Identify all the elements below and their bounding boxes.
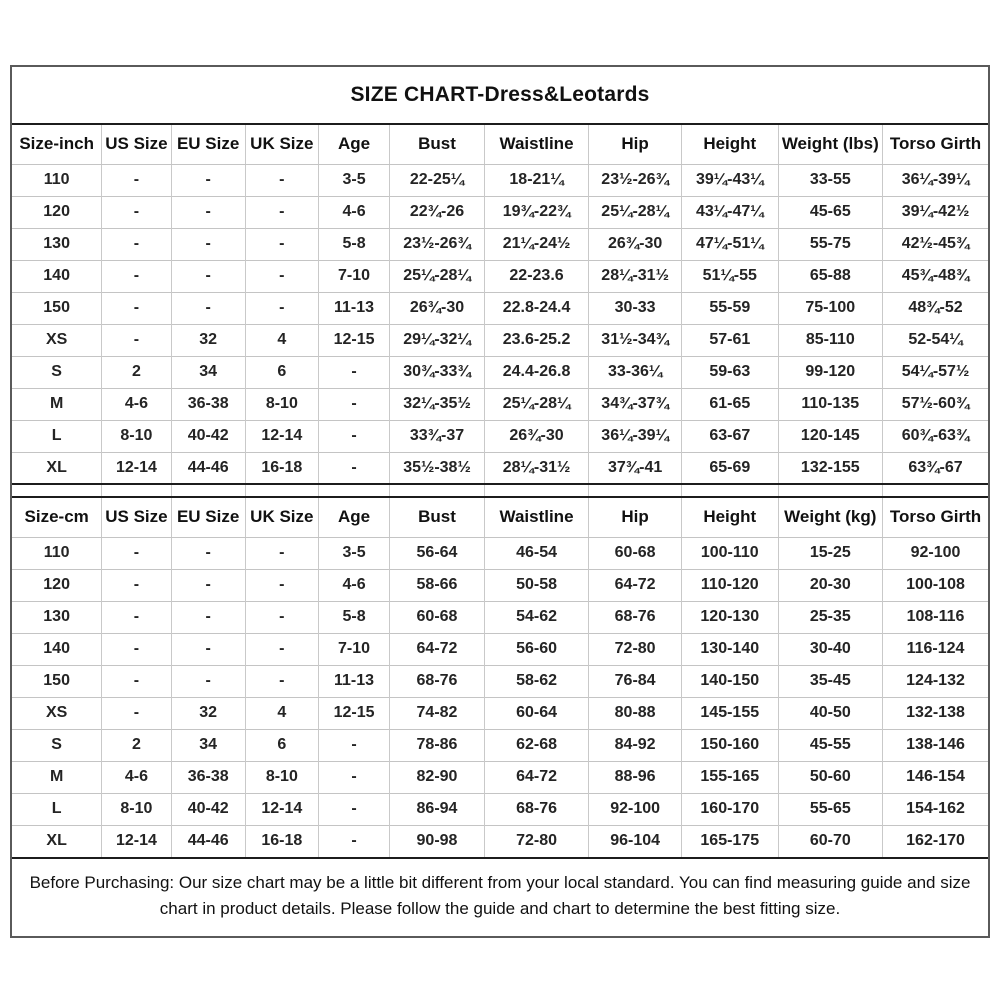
- size-label-cell: 140: [12, 633, 102, 665]
- value-cell: 78-86: [390, 729, 485, 761]
- table-row: [12, 537, 988, 569]
- size-label-cell: 150: [12, 665, 102, 697]
- value-cell: 124-132: [883, 665, 989, 697]
- value-cell: 145-155: [681, 697, 778, 729]
- value-cell: -: [318, 793, 389, 825]
- table-divider-section: [12, 484, 988, 497]
- value-cell: 40-42: [171, 793, 245, 825]
- value-cell: 165-175: [681, 825, 778, 857]
- value-cell: 15-25: [778, 537, 882, 569]
- value-cell: -: [171, 196, 245, 228]
- value-cell: 60¾-63¾: [883, 420, 989, 452]
- divider-cell: [171, 484, 245, 497]
- table-row: [12, 601, 988, 633]
- value-cell: -: [245, 228, 318, 260]
- value-cell: 56-64: [390, 537, 485, 569]
- column-header: Height: [681, 497, 778, 537]
- value-cell: -: [102, 292, 171, 324]
- value-cell: 34¾-37¾: [589, 388, 682, 420]
- column-header: Torso Girth: [883, 124, 989, 164]
- value-cell: 37¾-41: [589, 452, 682, 484]
- value-cell: 42½-45¾: [883, 228, 989, 260]
- value-cell: 162-170: [883, 825, 989, 857]
- value-cell: -: [171, 537, 245, 569]
- column-header: Age: [318, 124, 389, 164]
- value-cell: 138-146: [883, 729, 989, 761]
- size-label-cell: M: [12, 761, 102, 793]
- value-cell: 96-104: [589, 825, 682, 857]
- value-cell: -: [102, 569, 171, 601]
- table-row: [12, 452, 988, 484]
- value-cell: 33¾-37: [390, 420, 485, 452]
- value-cell: -: [318, 420, 389, 452]
- table-row: [12, 196, 988, 228]
- value-cell: -: [245, 665, 318, 697]
- table-row: [12, 164, 988, 196]
- table-row: [12, 697, 988, 729]
- value-cell: 4-6: [102, 388, 171, 420]
- value-cell: 30-40: [778, 633, 882, 665]
- value-cell: 4: [245, 324, 318, 356]
- value-cell: 25¼-28¼: [390, 260, 485, 292]
- column-header: Weight (kg): [778, 497, 882, 537]
- chart-title: SIZE CHART-Dress&Leotards: [350, 83, 650, 106]
- column-header: Hip: [589, 497, 682, 537]
- value-cell: 52-54¼: [883, 324, 989, 356]
- value-cell: 36¼-39¼: [883, 164, 989, 196]
- value-cell: 3-5: [318, 164, 389, 196]
- size-label-cell: 150: [12, 292, 102, 324]
- value-cell: -: [171, 260, 245, 292]
- divider-cell: [102, 484, 171, 497]
- value-cell: 3-5: [318, 537, 389, 569]
- value-cell: 2: [102, 729, 171, 761]
- table-row: [12, 228, 988, 260]
- value-cell: 28¼-31½: [589, 260, 682, 292]
- value-cell: 32: [171, 324, 245, 356]
- value-cell: -: [318, 452, 389, 484]
- value-cell: 64-72: [589, 569, 682, 601]
- value-cell: 85-110: [778, 324, 882, 356]
- size-label-cell: S: [12, 356, 102, 388]
- value-cell: 2: [102, 356, 171, 388]
- value-cell: 12-14: [245, 420, 318, 452]
- value-cell: 25¼-28¼: [484, 388, 588, 420]
- value-cell: 6: [245, 729, 318, 761]
- cm-header-row: [12, 497, 988, 537]
- column-header: Waistline: [484, 124, 588, 164]
- column-header: EU Size: [171, 124, 245, 164]
- value-cell: 12-14: [102, 452, 171, 484]
- value-cell: -: [171, 601, 245, 633]
- value-cell: 33-36¼: [589, 356, 682, 388]
- table-row: [12, 356, 988, 388]
- value-cell: 55-75: [778, 228, 882, 260]
- value-cell: 76-84: [589, 665, 682, 697]
- value-cell: -: [171, 569, 245, 601]
- value-cell: -: [318, 825, 389, 857]
- value-cell: 160-170: [681, 793, 778, 825]
- value-cell: 57-61: [681, 324, 778, 356]
- value-cell: 64-72: [484, 761, 588, 793]
- value-cell: 116-124: [883, 633, 989, 665]
- divider-cell: [390, 484, 485, 497]
- value-cell: 23½-26¾: [589, 164, 682, 196]
- value-cell: 68-76: [484, 793, 588, 825]
- inch-header-row: [12, 124, 988, 164]
- value-cell: 60-68: [589, 537, 682, 569]
- value-cell: -: [245, 164, 318, 196]
- value-cell: -: [318, 388, 389, 420]
- value-cell: -: [171, 633, 245, 665]
- value-cell: 12-14: [102, 825, 171, 857]
- value-cell: -: [102, 665, 171, 697]
- divider-cell: [318, 484, 389, 497]
- table-row: [12, 420, 988, 452]
- column-header: US Size: [102, 497, 171, 537]
- value-cell: 75-100: [778, 292, 882, 324]
- value-cell: 60-64: [484, 697, 588, 729]
- value-cell: 7-10: [318, 260, 389, 292]
- value-cell: 108-116: [883, 601, 989, 633]
- value-cell: 64-72: [390, 633, 485, 665]
- value-cell: 35-45: [778, 665, 882, 697]
- table-row: [12, 569, 988, 601]
- value-cell: 63-67: [681, 420, 778, 452]
- value-cell: 48¾-52: [883, 292, 989, 324]
- value-cell: -: [102, 260, 171, 292]
- value-cell: 12-14: [245, 793, 318, 825]
- value-cell: 45¾-48¾: [883, 260, 989, 292]
- value-cell: 130-140: [681, 633, 778, 665]
- value-cell: 51¼-55: [681, 260, 778, 292]
- value-cell: 22-23.6: [484, 260, 588, 292]
- size-table: [12, 123, 988, 857]
- column-header: UK Size: [245, 497, 318, 537]
- value-cell: 22.8-24.4: [484, 292, 588, 324]
- value-cell: 100-108: [883, 569, 989, 601]
- value-cell: 120-130: [681, 601, 778, 633]
- value-cell: 132-138: [883, 697, 989, 729]
- value-cell: 45-65: [778, 196, 882, 228]
- table-row: [12, 633, 988, 665]
- size-label-cell: S: [12, 729, 102, 761]
- value-cell: 82-90: [390, 761, 485, 793]
- table-row: [12, 324, 988, 356]
- value-cell: 34: [171, 356, 245, 388]
- table-row: [12, 260, 988, 292]
- value-cell: 65-69: [681, 452, 778, 484]
- size-label-cell: XL: [12, 452, 102, 484]
- divider-cell: [681, 484, 778, 497]
- value-cell: -: [245, 569, 318, 601]
- value-cell: 54-62: [484, 601, 588, 633]
- divider-cell: [245, 484, 318, 497]
- column-header: Size-cm: [12, 497, 102, 537]
- value-cell: 154-162: [883, 793, 989, 825]
- value-cell: 58-62: [484, 665, 588, 697]
- value-cell: 44-46: [171, 452, 245, 484]
- value-cell: 92-100: [883, 537, 989, 569]
- column-header: US Size: [102, 124, 171, 164]
- value-cell: 68-76: [589, 601, 682, 633]
- value-cell: -: [318, 729, 389, 761]
- value-cell: 25¼-28¼: [589, 196, 682, 228]
- column-header: Hip: [589, 124, 682, 164]
- size-label-cell: XL: [12, 825, 102, 857]
- table-row: [12, 761, 988, 793]
- divider-cell: [12, 484, 102, 497]
- value-cell: 31½-34¾: [589, 324, 682, 356]
- value-cell: 50-60: [778, 761, 882, 793]
- value-cell: 26¾-30: [484, 420, 588, 452]
- value-cell: 60-70: [778, 825, 882, 857]
- purchase-note: Before Purchasing: Our size chart may be a little bit different from your local standard. You can find measuring guide and size chart in product details. Please follow the guide and chart to determine the best fitting size.: [12, 857, 988, 936]
- value-cell: 36¼-39¼: [589, 420, 682, 452]
- value-cell: 36-38: [171, 761, 245, 793]
- value-cell: 35½-38½: [390, 452, 485, 484]
- column-header: UK Size: [245, 124, 318, 164]
- value-cell: 72-80: [484, 825, 588, 857]
- value-cell: 30-33: [589, 292, 682, 324]
- column-header: Waistline: [484, 497, 588, 537]
- table-row: [12, 292, 988, 324]
- value-cell: 110-120: [681, 569, 778, 601]
- value-cell: 24.4-26.8: [484, 356, 588, 388]
- value-cell: 72-80: [589, 633, 682, 665]
- value-cell: 6: [245, 356, 318, 388]
- column-header: Torso Girth: [883, 497, 989, 537]
- value-cell: 11-13: [318, 292, 389, 324]
- value-cell: 43¼-47¼: [681, 196, 778, 228]
- value-cell: 8-10: [102, 793, 171, 825]
- value-cell: 39¼-42½: [883, 196, 989, 228]
- value-cell: 19¾-22¾: [484, 196, 588, 228]
- value-cell: -: [171, 292, 245, 324]
- value-cell: -: [102, 601, 171, 633]
- value-cell: 44-46: [171, 825, 245, 857]
- value-cell: -: [245, 601, 318, 633]
- value-cell: 58-66: [390, 569, 485, 601]
- column-header: EU Size: [171, 497, 245, 537]
- table-row: [12, 729, 988, 761]
- value-cell: 4-6: [318, 569, 389, 601]
- value-cell: -: [102, 633, 171, 665]
- value-cell: 110-135: [778, 388, 882, 420]
- value-cell: 63¾-67: [883, 452, 989, 484]
- value-cell: 55-65: [778, 793, 882, 825]
- value-cell: 5-8: [318, 601, 389, 633]
- value-cell: -: [102, 196, 171, 228]
- value-cell: 32: [171, 697, 245, 729]
- value-cell: 132-155: [778, 452, 882, 484]
- value-cell: -: [102, 164, 171, 196]
- value-cell: 16-18: [245, 825, 318, 857]
- value-cell: 4: [245, 697, 318, 729]
- size-label-cell: 140: [12, 260, 102, 292]
- value-cell: 86-94: [390, 793, 485, 825]
- value-cell: 5-8: [318, 228, 389, 260]
- divider-cell: [484, 484, 588, 497]
- value-cell: 74-82: [390, 697, 485, 729]
- column-header: Height: [681, 124, 778, 164]
- value-cell: 8-10: [245, 388, 318, 420]
- size-label-cell: 110: [12, 537, 102, 569]
- size-label-cell: L: [12, 420, 102, 452]
- column-header: Weight (lbs): [778, 124, 882, 164]
- value-cell: 62-68: [484, 729, 588, 761]
- value-cell: 54¼-57½: [883, 356, 989, 388]
- value-cell: -: [171, 228, 245, 260]
- column-header: Age: [318, 497, 389, 537]
- value-cell: -: [102, 537, 171, 569]
- value-cell: 26¾-30: [390, 292, 485, 324]
- value-cell: -: [171, 665, 245, 697]
- value-cell: 34: [171, 729, 245, 761]
- value-cell: 4-6: [318, 196, 389, 228]
- value-cell: 47¼-51¼: [681, 228, 778, 260]
- value-cell: 45-55: [778, 729, 882, 761]
- value-cell: 150-160: [681, 729, 778, 761]
- size-chart-panel: [10, 65, 990, 938]
- value-cell: 90-98: [390, 825, 485, 857]
- value-cell: 88-96: [589, 761, 682, 793]
- divider-cell: [778, 484, 882, 497]
- value-cell: -: [245, 196, 318, 228]
- value-cell: 92-100: [589, 793, 682, 825]
- value-cell: 39¼-43¼: [681, 164, 778, 196]
- value-cell: 18-21¼: [484, 164, 588, 196]
- value-cell: 12-15: [318, 324, 389, 356]
- table-row: [12, 793, 988, 825]
- value-cell: 59-63: [681, 356, 778, 388]
- size-label-cell: L: [12, 793, 102, 825]
- value-cell: 23.6-25.2: [484, 324, 588, 356]
- value-cell: 29¼-32¼: [390, 324, 485, 356]
- value-cell: 12-15: [318, 697, 389, 729]
- value-cell: 146-154: [883, 761, 989, 793]
- value-cell: 120-145: [778, 420, 882, 452]
- value-cell: 99-120: [778, 356, 882, 388]
- value-cell: 56-60: [484, 633, 588, 665]
- value-cell: 11-13: [318, 665, 389, 697]
- size-label-cell: 120: [12, 569, 102, 601]
- table-divider: [12, 484, 988, 497]
- value-cell: 140-150: [681, 665, 778, 697]
- size-label-cell: XS: [12, 324, 102, 356]
- table-row: [12, 825, 988, 857]
- value-cell: 8-10: [245, 761, 318, 793]
- value-cell: 84-92: [589, 729, 682, 761]
- value-cell: -: [245, 292, 318, 324]
- value-cell: 65-88: [778, 260, 882, 292]
- size-label-cell: 130: [12, 228, 102, 260]
- value-cell: 155-165: [681, 761, 778, 793]
- value-cell: -: [102, 324, 171, 356]
- value-cell: 22-25¼: [390, 164, 485, 196]
- value-cell: 61-65: [681, 388, 778, 420]
- value-cell: 68-76: [390, 665, 485, 697]
- value-cell: 21¼-24½: [484, 228, 588, 260]
- value-cell: 30¾-33¾: [390, 356, 485, 388]
- value-cell: -: [102, 697, 171, 729]
- value-cell: 50-58: [484, 569, 588, 601]
- value-cell: -: [245, 260, 318, 292]
- value-cell: 23½-26¾: [390, 228, 485, 260]
- value-cell: 80-88: [589, 697, 682, 729]
- value-cell: 100-110: [681, 537, 778, 569]
- value-cell: 4-6: [102, 761, 171, 793]
- size-label-cell: M: [12, 388, 102, 420]
- value-cell: 26¾-30: [589, 228, 682, 260]
- value-cell: -: [318, 761, 389, 793]
- value-cell: 46-54: [484, 537, 588, 569]
- value-cell: 8-10: [102, 420, 171, 452]
- value-cell: 36-38: [171, 388, 245, 420]
- value-cell: 32¼-35½: [390, 388, 485, 420]
- size-label-cell: 120: [12, 196, 102, 228]
- value-cell: -: [245, 537, 318, 569]
- column-header: Bust: [390, 497, 485, 537]
- value-cell: 60-68: [390, 601, 485, 633]
- size-label-cell: XS: [12, 697, 102, 729]
- value-cell: 57½-60¾: [883, 388, 989, 420]
- size-label-cell: 130: [12, 601, 102, 633]
- value-cell: 20-30: [778, 569, 882, 601]
- table-row: [12, 388, 988, 420]
- value-cell: -: [171, 164, 245, 196]
- value-cell: -: [102, 228, 171, 260]
- divider-cell: [589, 484, 682, 497]
- value-cell: 16-18: [245, 452, 318, 484]
- value-cell: 40-50: [778, 697, 882, 729]
- divider-cell: [883, 484, 989, 497]
- value-cell: -: [318, 356, 389, 388]
- size-label-cell: 110: [12, 164, 102, 196]
- value-cell: 22¾-26: [390, 196, 485, 228]
- value-cell: 40-42: [171, 420, 245, 452]
- value-cell: 28¼-31½: [484, 452, 588, 484]
- table-row: [12, 665, 988, 697]
- column-header: Size-inch: [12, 124, 102, 164]
- value-cell: 55-59: [681, 292, 778, 324]
- value-cell: -: [245, 633, 318, 665]
- value-cell: 25-35: [778, 601, 882, 633]
- value-cell: 7-10: [318, 633, 389, 665]
- column-header: Bust: [390, 124, 485, 164]
- inch-section: [12, 124, 988, 484]
- cm-section: [12, 497, 988, 857]
- value-cell: 33-55: [778, 164, 882, 196]
